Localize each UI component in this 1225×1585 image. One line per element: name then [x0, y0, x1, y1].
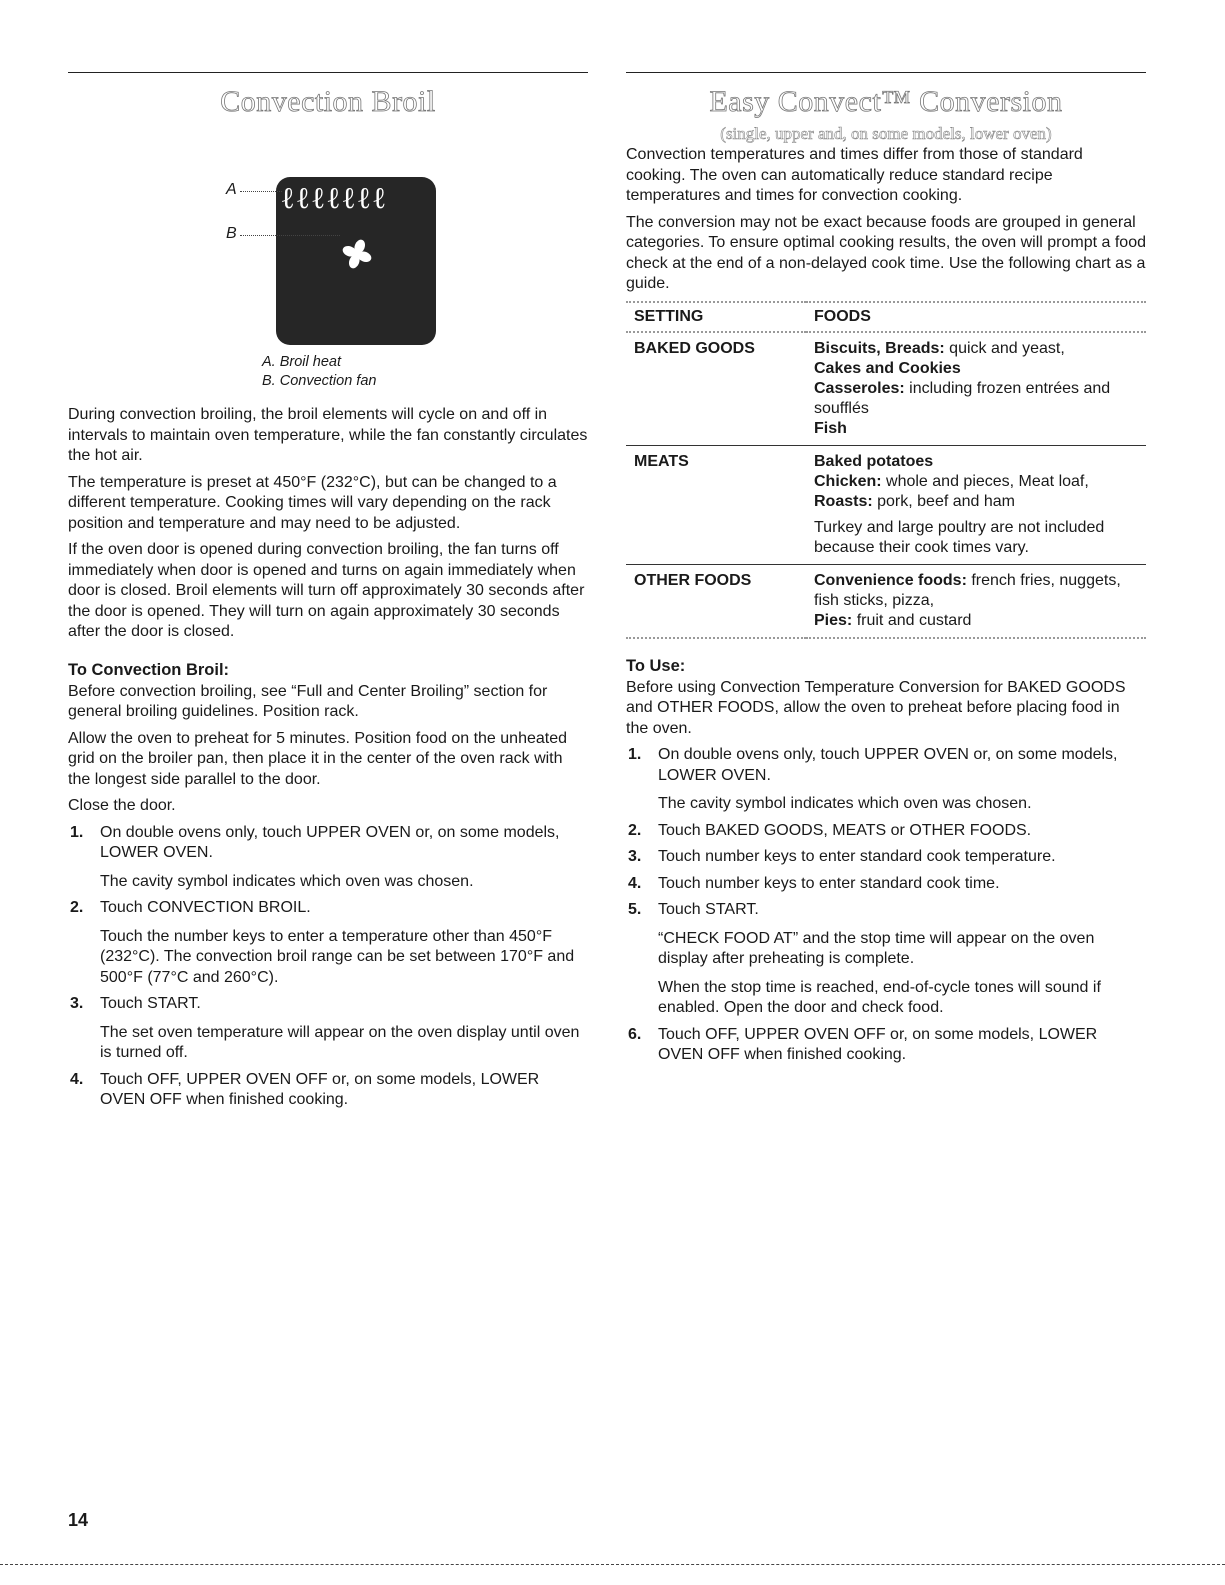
setting-cell: OTHER FOODS: [626, 564, 806, 638]
section-title: Easy Convect™ Conversion: [709, 85, 1063, 118]
table-header-row: [626, 302, 1146, 332]
foods-cell: Convenience foods: french fries, nuggets, fish sticks, pizza, Pies: fruit and custard: [806, 564, 1146, 638]
foods-cell: Baked potatoes Chicken: whole and pieces, Meat loaf, Roasts: pork, beef and ham Turkey and large poultry are not included because their cook times vary.: [806, 445, 1146, 564]
table-row: [626, 445, 1146, 564]
foods-cell: Biscuits, Breads: quick and yeast, Cakes and Cookies Casseroles: including frozen entrées and soufflés Fish: [806, 332, 1146, 446]
paragraph: Before convection broiling, see “Full and Center Broiling” section for general broiling guidelines. Position rack.: [68, 682, 548, 720]
header-foods: FOODS: [806, 302, 1146, 332]
subheading: To Convection Broil:: [68, 660, 230, 679]
step-item: 3. Touch number keys to enter standard cook temperature.: [628, 848, 1056, 865]
caption-a: A. Broil heat: [262, 354, 341, 370]
setting-cell: MEATS: [626, 445, 806, 564]
header-setting: SETTING: [626, 302, 806, 332]
page-number: 14: [68, 1510, 89, 1530]
paragraph: Before using Convection Temperature Conversion for BAKED GOODS and OTHER FOODS, allow the oven to preheat before placing food in the oven.: [626, 678, 1126, 737]
step-item: 5. Touch START. “CHECK FOOD AT” and the stop time will appear on the oven display after preheating is complete. When the stop time is reached, end-of-cycle tones will sound if enabled. Open the door and check food.: [628, 901, 1101, 1016]
caption-b: B. Convection fan: [262, 373, 377, 389]
paragraph: Convection temperatures and times differ from those of standard cooking. The oven can automatically reduce standard recipe temperatures and times for convection cooking.: [626, 146, 1083, 204]
step-item: 4. Touch number keys to enter standard cook time.: [628, 874, 1000, 892]
paragraph: Allow the oven to preheat for 5 minutes. Position food on the unheated grid on the broiler pan, then place it in the center of the oven rack with the longest side parallel to the door.: [68, 729, 567, 788]
paragraph: The temperature is preset at 450°F (232°C), but can be changed to a different temperature. Cooking times will vary depending on the rack position and temperature and may need to be adjusted.: [68, 473, 557, 532]
right-column: [626, 72, 1146, 1072]
label-a: A: [226, 181, 237, 198]
left-column: [68, 72, 588, 1117]
step-item: 1. On double ovens only, touch UPPER OVEN or, on some models, LOWER OVEN. The cavity symbol indicates which oven was chosen.: [70, 823, 560, 890]
step-list: [626, 745, 1146, 1066]
paragraph: Close the door.: [68, 797, 176, 814]
bottom-rule: [0, 1564, 1225, 1565]
step-item: 6. Touch OFF, UPPER OVEN OFF or, on some models, LOWER OVEN OFF when finished cooking.: [628, 1025, 1098, 1063]
section-title: Convection Broil: [220, 85, 436, 118]
step-item: 1. On double ovens only, touch UPPER OVEN or, on some models, LOWER OVEN. The cavity symbol indicates which oven was chosen.: [628, 746, 1118, 812]
step-list: [68, 823, 588, 1111]
conversion-table: [626, 301, 1146, 639]
top-rule: [626, 72, 1146, 73]
step-item: 2. Touch CONVECTION BROIL. Touch the number keys to enter a temperature other than 450°F (232°C). The convection broil range can be set between 170°F and 500°F (77°C and 260°C).: [70, 899, 575, 986]
paragraph: During convection broiling, the broil elements will cycle on and off in intervals to maintain oven temperature, while the fan constantly circulates the hot air.: [68, 406, 588, 464]
leader-line-b: [240, 235, 340, 236]
fan-icon: [342, 239, 372, 269]
figure-caption: [262, 353, 588, 391]
step-item: 2. Touch BAKED GOODS, MEATS or OTHER FOODS.: [628, 821, 1032, 839]
step-item: 4. Touch OFF, UPPER OVEN OFF or, on some models, LOWER OVEN OFF when finished cooking.: [70, 1070, 540, 1108]
paragraph: The conversion may not be exact because foods are grouped in general categories. To ensure optimal cooking results, the oven will prompt a food check at the end of a non-delayed cook time. Use the following chart as a guide.: [626, 213, 1146, 292]
leader-line-a: [240, 191, 282, 192]
convection-broil-figure: [68, 121, 588, 349]
setting-cell: BAKED GOODS: [626, 332, 806, 446]
table-row: [626, 332, 1146, 446]
subheading: To Use:: [626, 656, 686, 675]
paragraph: If the oven door is opened during convection broiling, the fan turns off immediately when door is opened and turns on again immediately when door is closed. Broil elements will turn off approximately 30 seconds after the door is opened. They will turn on again approximately 30 seconds after the door is closed.: [68, 541, 585, 640]
table-row: [626, 564, 1146, 638]
label-b: B: [226, 225, 237, 242]
top-rule: [68, 72, 588, 73]
section-subtitle: (single, upper and, on some models, lower oven): [720, 124, 1052, 143]
broil-element-icon: ℓℓℓℓℓℓℓ: [282, 181, 389, 216]
step-item: 3. Touch START. The set oven temperature will appear on the oven display until oven is turned off.: [70, 995, 580, 1061]
